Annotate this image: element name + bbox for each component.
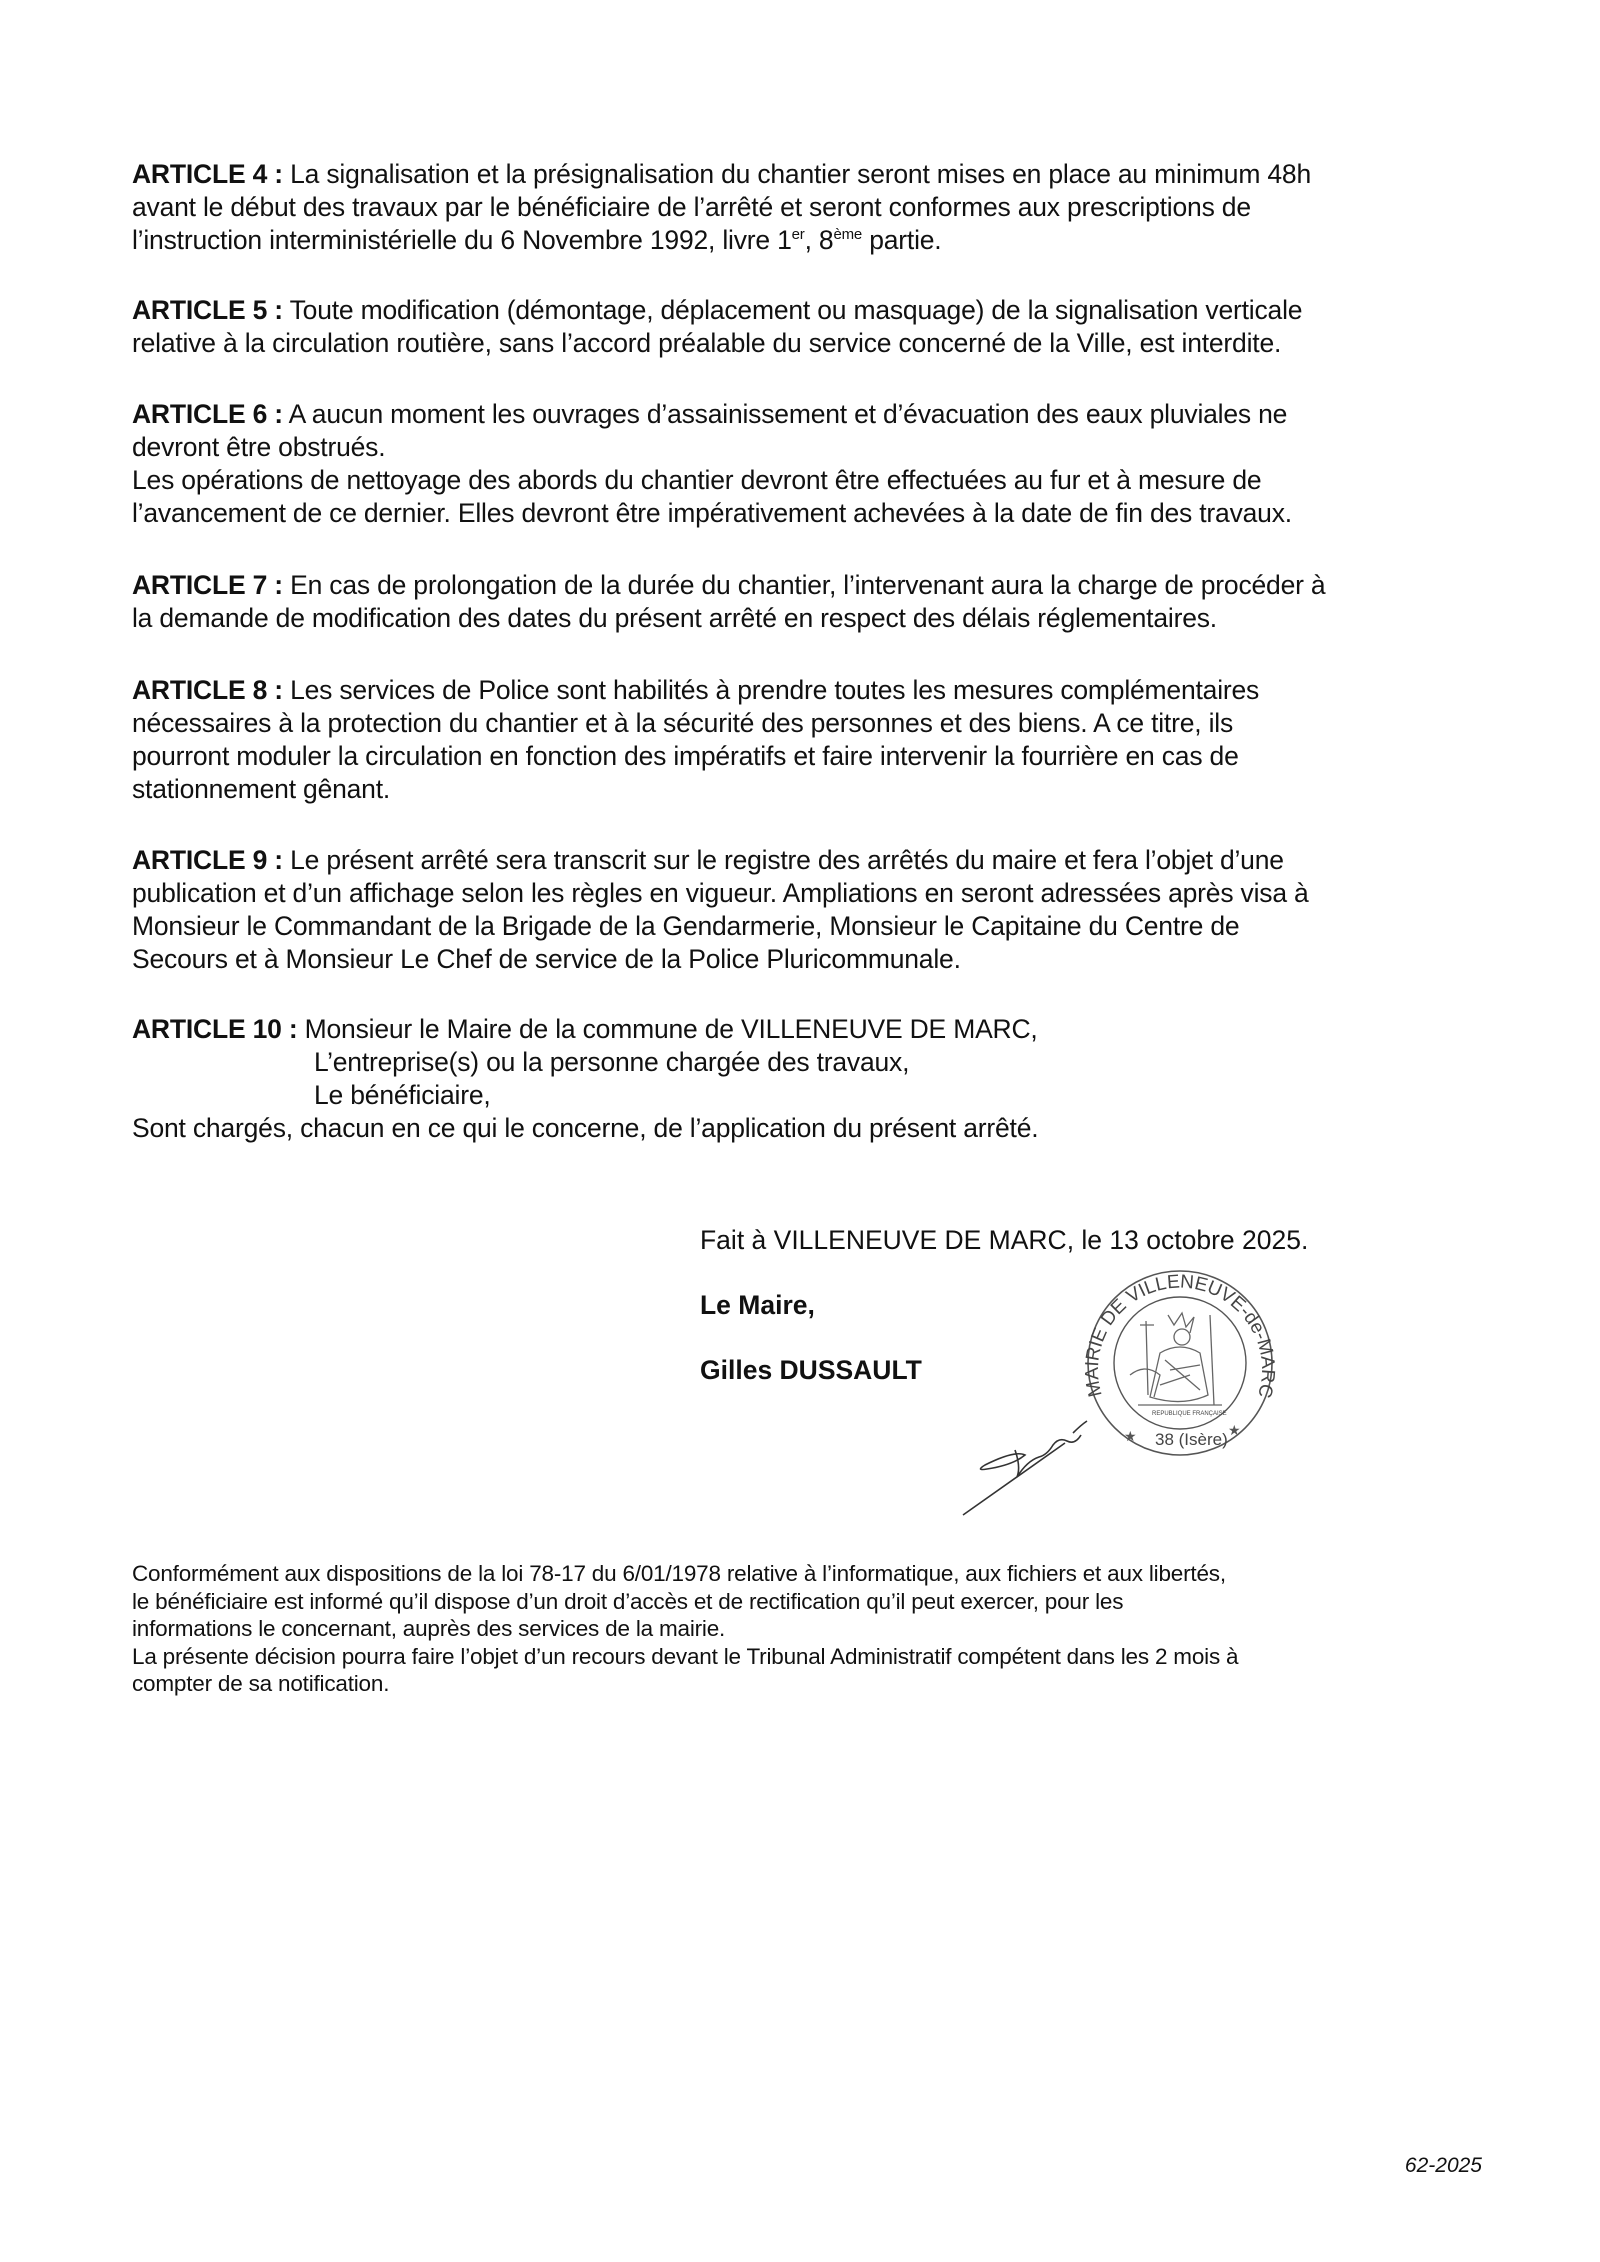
article-7 (132, 569, 1512, 635)
place-date: Fait à VILLENEUVE DE MARC, le 13 octobre 2025. (700, 1225, 1309, 1255)
article-text: nécessaires à la protection du chantier et à la sécurité des personnes et des biens. A ce titre, ils (132, 708, 1233, 738)
article-label: ARTICLE 7 : (132, 570, 283, 600)
notice-text: La présente décision pourra faire l’objet d’un recours devant le Tribunal Administratif compétent dans les 2 mois à (132, 1643, 1239, 1669)
stamp-outer-text: MAIRIE DE VILLENEUVE-de-MARC (1081, 1271, 1279, 1400)
superscript: er (791, 226, 805, 244)
article-label: ARTICLE 5 : (132, 295, 283, 325)
marianne-emblem-icon (1130, 1313, 1222, 1405)
article-text: publication et d’un affichage selon les règles en vigueur. Ampliations en seront adressées après visa à (132, 878, 1309, 908)
article-text: l’avancement de ce dernier. Elles devront être impérativement achevées à la date de fin des travaux. (132, 498, 1292, 528)
article-text: la demande de modification des dates du présent arrêté en respect des délais réglementaires. (132, 603, 1217, 633)
article-4 (132, 158, 1512, 257)
article-label: ARTICLE 6 : (132, 399, 283, 429)
article-text: A aucun moment les ouvrages d’assainissement et d’évacuation des eaux pluviales ne (288, 399, 1288, 429)
signatory-title: Le Maire, (700, 1290, 815, 1320)
article-text: relative à la circulation routière, sans l’accord préalable du service concerné de la Ville, est interdite. (132, 328, 1282, 358)
article-text: Les services de Police sont habilités à prendre toutes les mesures complémentaires (290, 675, 1260, 705)
article-10 (132, 1013, 1512, 1145)
legal-notice (132, 1560, 1532, 1698)
article-text: La signalisation et la présignalisation du chantier seront mises en place au minimum 48h (290, 159, 1311, 189)
article-text: L’entreprise(s) ou la personne chargée des travaux, (314, 1047, 910, 1077)
article-text: Monsieur le Commandant de la Brigade de la Gendarmerie, Monsieur le Capitaine du Centre de (132, 911, 1240, 941)
article-6 (132, 398, 1512, 530)
article-text: En cas de prolongation de la durée du chantier, l’intervenant aura la charge de procéder à (290, 570, 1326, 600)
article-text: stationnement gênant. (132, 774, 391, 804)
article-text: Sont chargés, chacun en ce qui le concerne, de l’application du présent arrêté. (132, 1113, 1039, 1143)
article-text: Secours et à Monsieur Le Chef de service de la Police Pluricommunale. (132, 944, 961, 974)
article-text: , 8 (804, 225, 834, 255)
article-text: Les opérations de nettoyage des abords du chantier devront être effectuées au fur et à mesure de (132, 465, 1262, 495)
handwritten-signature (955, 1395, 1115, 1535)
article-5 (132, 294, 1512, 360)
article-8 (132, 674, 1512, 806)
superscript: ème (833, 226, 863, 244)
stamp-bottom-text: 38 (Isère) (1155, 1430, 1228, 1449)
notice-text: le bénéficiaire est informé qu’il dispose d’un droit d’accès et de rectification qu’il peut exercer, pour les (132, 1588, 1124, 1614)
article-label: ARTICLE 10 : (132, 1014, 298, 1044)
stamp-inner-text: REPUBLIQUE FRANÇAISE (1152, 1411, 1227, 1417)
document-reference: 62-2025 (1404, 2154, 1482, 2177)
star-icon: ★ (1124, 1428, 1137, 1444)
signatory-name: Gilles DUSSAULT (700, 1355, 922, 1385)
article-text: Toute modification (démontage, déplacement ou masquage) de la signalisation verticale (289, 295, 1303, 325)
article-text: avant le début des travaux par le bénéficiaire de l’arrêté et seront conformes aux prescriptions de (132, 192, 1251, 222)
article-9 (132, 844, 1512, 976)
article-text: devront être obstrués. (132, 432, 386, 462)
notice-text: compter de sa notification. (132, 1671, 390, 1696)
article-label: ARTICLE 4 : (132, 159, 283, 189)
notice-text: informations le concernant, auprès des services de la mairie. (132, 1616, 726, 1641)
article-text: Monsieur le Maire de la commune de VILLENEUVE DE MARC, (304, 1014, 1038, 1044)
star-icon: ★ (1228, 1422, 1241, 1438)
article-text: pourront moduler la circulation en fonction des impératifs et faire intervenir la fourrière en cas de (132, 741, 1239, 771)
article-label: ARTICLE 8 : (132, 675, 283, 705)
article-text: partie. (862, 225, 942, 255)
article-label: ARTICLE 9 : (132, 845, 283, 875)
notice-text: Conformément aux dispositions de la loi 78-17 du 6/01/1978 relative à l’informatique, aux fichiers et aux libertés, (132, 1561, 1226, 1586)
article-text: Le présent arrêté sera transcrit sur le registre des arrêtés du maire et fera l’objet d’une (290, 845, 1284, 875)
article-text: l’instruction interministérielle du 6 Novembre 1992, livre 1 (132, 225, 792, 255)
article-text: Le bénéficiaire, (314, 1080, 491, 1110)
